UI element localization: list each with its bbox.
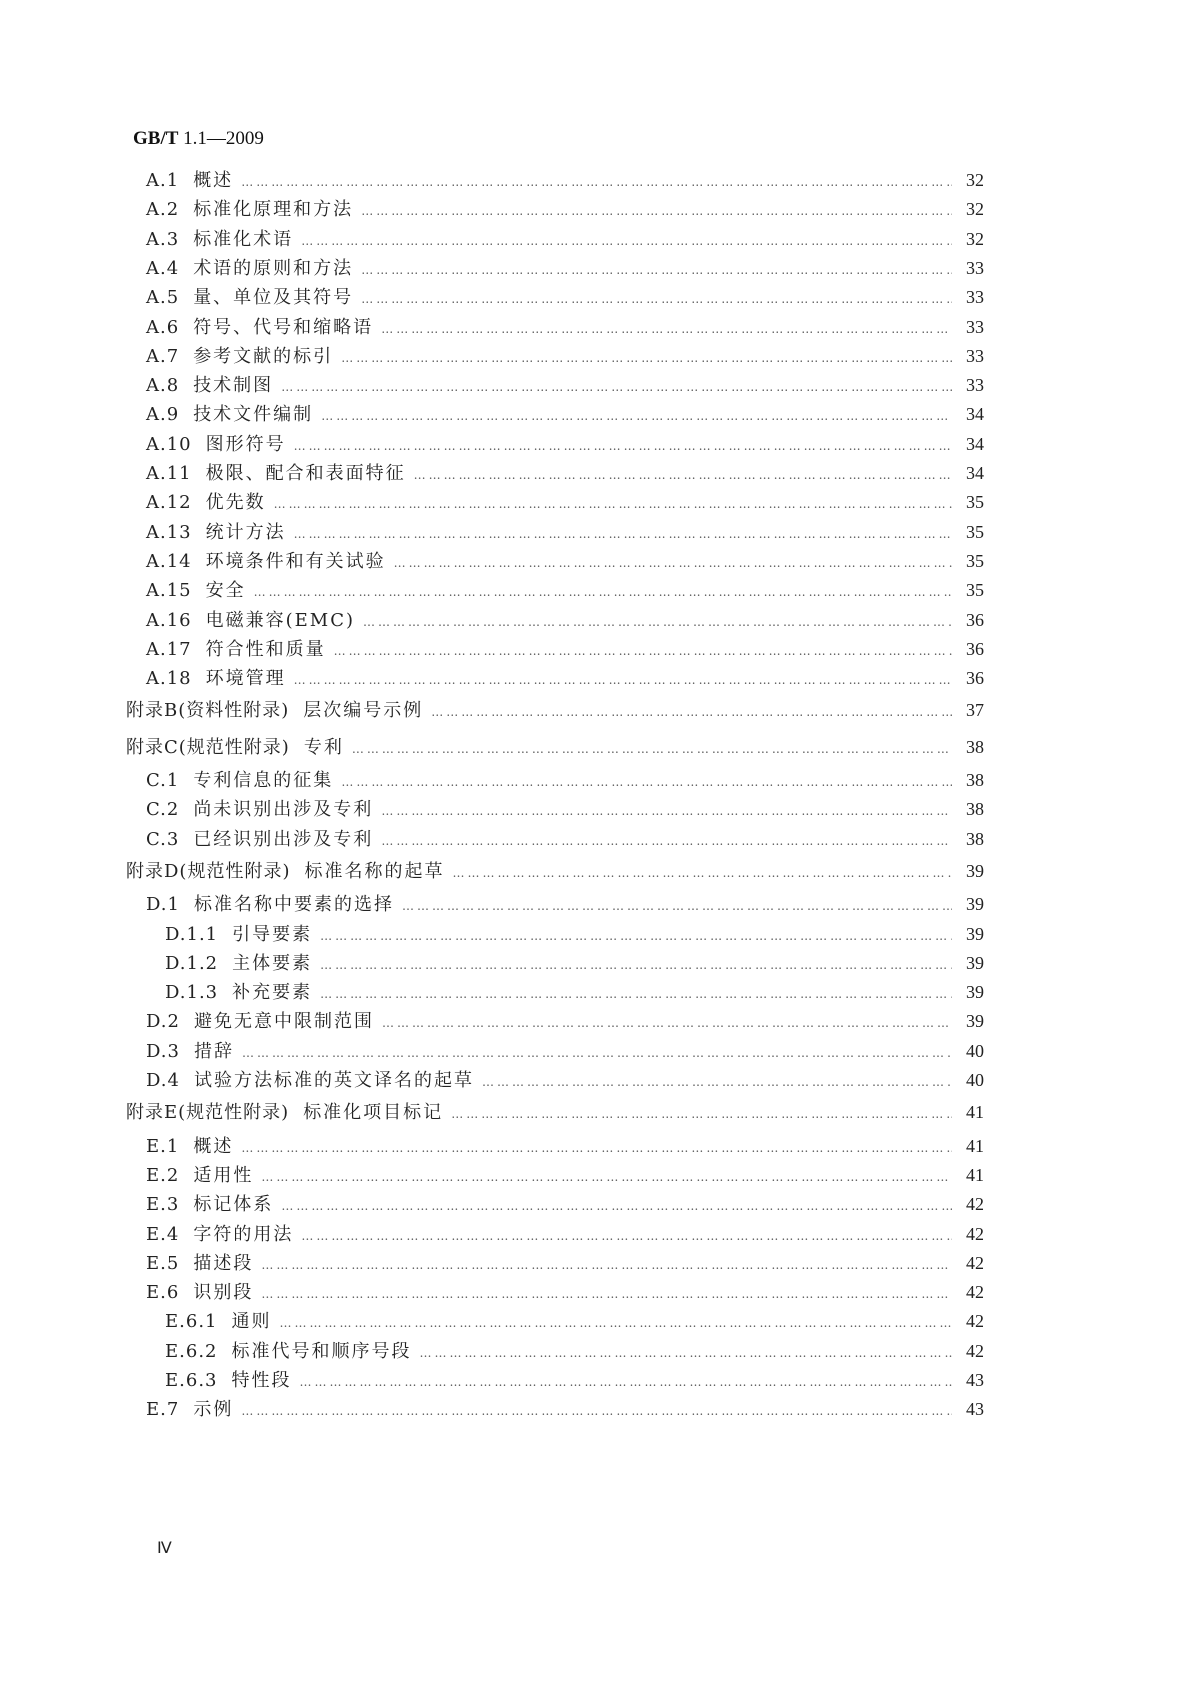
toc-entry-number: D.2 [146,1011,180,1033]
toc-entry-page: 39 [966,1011,984,1032]
toc-entry-page: 32 [966,228,984,249]
toc-entry-page: 33 [966,375,984,396]
toc-entry[interactable] [165,977,984,1007]
toc-entry-page: 37 [966,700,984,721]
toc-entry-page: 41 [966,1164,984,1185]
toc-entry-page: 43 [966,1370,984,1390]
toc-entry[interactable] [146,765,984,795]
toc-entry-number: A.8 [146,375,180,397]
toc-entry-page: 39 [966,952,984,973]
toc-entry-number: D.3 [146,1040,180,1062]
toc-entry-page: 33 [966,345,984,366]
dot-leader [241,1396,952,1426]
toc-entry-page: 41 [966,1102,984,1123]
toc-entry[interactable] [146,605,984,635]
dot-leader [352,734,952,764]
toc-entry-number: A.2 [146,199,180,221]
toc-entry-title: 优先数 [205,492,266,514]
toc-entry-number: 附录C(规范性附录) [126,736,290,758]
toc-entry[interactable] [146,282,984,312]
toc-entry-number: E.6.1 [165,1311,218,1333]
toc-entry-title: 避免无意中限制范围 [193,1011,374,1033]
toc-entry-title: 标记体系 [193,1194,274,1216]
toc-entry-page: 38 [966,828,984,849]
toc-entry-page: 39 [966,923,984,944]
toc-entry-page: 43 [966,1399,984,1420]
toc-entry-number: A.5 [146,287,180,309]
toc-entry[interactable] [146,794,984,824]
toc-entry-number: E.6.2 [165,1340,218,1362]
toc-entry-title: 已经识别出涉及专利 [193,828,374,850]
toc-entry[interactable] [146,487,984,517]
toc-entry-title: 电磁兼容(EMC) [205,609,356,631]
toc-entry[interactable] [146,253,984,283]
toc-entry-number: 附录E(规范性附录) [126,1102,290,1124]
dot-leader [361,196,952,226]
toc-entry-number: D.1.2 [165,952,219,974]
toc-entry-page: 40 [966,1040,984,1061]
toc-entry[interactable] [165,948,984,978]
toc-entry[interactable] [146,663,984,693]
toc-entry[interactable] [146,824,984,854]
toc-entry-page: 36 [966,638,984,659]
toc-entry[interactable] [146,1248,984,1278]
dot-leader [294,431,952,461]
toc-entry-title: 符号、代号和缩略语 [193,316,374,338]
toc-entry-title: 补充要素 [232,982,313,1004]
toc-entry-title: 环境管理 [205,668,286,690]
toc-entry-page: 36 [966,668,984,689]
toc-appendix-entry[interactable] [126,695,984,725]
toc-entry[interactable] [146,1189,984,1219]
dot-leader [482,1067,952,1097]
toc-entry-title: 主体要素 [232,952,313,974]
dot-leader [320,979,952,1009]
toc-entry-page: 40 [966,1070,984,1090]
dot-leader [334,636,952,666]
toc-entry-number: E.6 [146,1282,180,1304]
toc-entry-number: A.10 [146,433,192,455]
dot-leader [241,167,952,197]
toc-entry[interactable] [146,1277,984,1307]
toc-entry-page: 32 [966,170,984,190]
toc-entry-title: 引导要素 [232,923,313,945]
toc-entry-number: D.1.3 [165,982,219,1004]
toc-entry-page: 35 [966,521,984,542]
dot-leader [451,1099,952,1129]
dot-leader [301,1221,952,1251]
toc-entry-title: 技术文件编制 [193,404,314,426]
toc-entry-page: 39 [966,894,984,915]
dot-leader [321,401,952,431]
toc-entry-page: 39 [966,860,984,881]
toc-entry-number: C.3 [146,828,180,850]
standard-code: GB/T [133,128,179,149]
toc-entry-page: 42 [966,1311,984,1332]
toc-entry-number: A.15 [146,580,192,602]
toc-entry-page: 42 [966,1223,984,1244]
dot-leader [294,519,952,549]
toc-entry-page: 42 [966,1282,984,1303]
toc-entry[interactable] [165,919,984,949]
toc-entry-number: A.12 [146,492,192,514]
toc-entry-title: 安全 [205,580,246,602]
dot-leader [241,1133,952,1163]
dot-leader [363,607,952,637]
dot-leader [382,1008,952,1038]
dot-leader [320,950,952,980]
toc-entry-title: 特性段 [231,1370,292,1391]
toc-entry-page: 32 [966,199,984,220]
toc-entry-title: 通则 [231,1311,272,1333]
toc-entry-number: A.4 [146,257,180,279]
toc-entry[interactable] [146,341,984,371]
dot-leader [402,891,952,921]
toc-entry-page: 42 [966,1252,984,1273]
toc-entry[interactable] [146,312,984,342]
toc-entry-page: 34 [966,463,984,483]
toc-entry-number: E.7 [146,1399,180,1421]
toc-entry-page: 39 [966,982,984,1003]
toc-entry-title: 专利 [303,736,344,758]
dot-leader [254,577,952,607]
dot-leader [341,343,952,373]
toc-entry-number: A.9 [146,404,180,426]
toc-entry[interactable] [146,1131,984,1161]
toc-entry-number: A.7 [146,345,180,367]
dot-leader [242,1038,952,1068]
dot-leader [431,697,952,727]
toc-entry[interactable] [146,889,984,919]
toc-entry-number: E.6.3 [165,1370,218,1391]
toc-entry[interactable] [165,1336,984,1366]
toc-entry[interactable] [146,1160,984,1190]
document-header [133,128,264,150]
dot-leader [261,1279,952,1309]
dot-leader [361,284,952,314]
toc-entry-title: 标准化原理和方法 [193,199,354,221]
toc-entry-title: 符合性和质量 [205,638,326,660]
toc-entry[interactable] [146,1036,984,1066]
dot-leader [301,226,952,256]
dot-leader [281,1191,952,1221]
dot-leader [261,1250,952,1280]
toc-entry-title: 环境条件和有关试验 [205,550,386,572]
dot-leader [280,1308,953,1338]
toc-entry-number: E.4 [146,1223,180,1245]
toc-entry-title: 尚未识别出涉及专利 [193,799,374,821]
dot-leader [381,826,952,856]
toc-entry-title: 概述 [193,170,234,191]
toc-entry-number: C.2 [146,799,180,821]
toc-entry-number: E.3 [146,1194,180,1216]
dot-leader [414,460,952,490]
toc-entry[interactable] [146,370,984,400]
toc-entry-title: 标准名称的起草 [304,860,445,882]
toc-entry-title: 示例 [193,1399,234,1421]
toc-entry-number: A.16 [146,609,192,631]
toc-entry[interactable] [146,165,984,195]
toc-entry-page: 41 [966,1135,984,1156]
toc-entry[interactable] [146,224,984,254]
toc-entry-page: 35 [966,550,984,571]
toc-entry-page: 33 [966,257,984,278]
toc-entry-page: 42 [966,1194,984,1215]
dot-leader [300,1367,953,1397]
toc-entry-title: 概述 [193,1135,234,1157]
toc-entry-page: 38 [966,736,984,757]
toc-entry[interactable] [146,194,984,224]
toc-entry[interactable] [146,1065,984,1095]
toc-entry[interactable] [146,517,984,547]
standard-number: 1.1—2009 [183,128,264,149]
toc-entry-page: 36 [966,609,984,630]
toc-entry-title: 图形符号 [205,433,286,455]
toc-entry[interactable] [146,399,984,429]
toc-entry[interactable] [165,1306,984,1336]
toc-entry-title: 量、单位及其符号 [193,287,354,309]
toc-entry-title: 字符的用法 [193,1223,294,1245]
toc-entry-title: 适用性 [193,1164,254,1186]
toc-entry-number: C.1 [146,770,180,791]
toc-entry-number: A.3 [146,228,180,250]
toc-entry-number: D.1.1 [165,923,219,945]
toc-entry-title: 试验方法标准的英文译名的起草 [193,1070,474,1091]
toc-entry[interactable] [146,1394,984,1424]
toc-entry-title: 层次编号示例 [303,700,424,722]
toc-entry-number: A.18 [146,668,192,690]
toc-appendix-entry[interactable] [126,1097,984,1127]
toc-entry-title: 极限、配合和表面特征 [205,463,406,484]
toc-entry-page: 33 [966,287,984,308]
dot-leader [281,372,952,402]
toc-entry[interactable] [165,1365,984,1395]
toc-entry-number: 附录B(资料性附录) [126,700,290,722]
toc-entry-title: 技术制图 [193,375,274,397]
dot-leader [452,858,952,888]
toc-entry-number: D.1 [146,894,180,916]
toc-entry-title: 标准名称中要素的选择 [193,894,394,916]
dot-leader [381,314,952,344]
toc-entry[interactable] [146,1219,984,1249]
dot-leader [361,255,952,285]
toc-entry-page: 42 [966,1340,984,1361]
toc-entry-page: 34 [966,433,984,454]
toc-entry-number: D.4 [146,1070,180,1091]
page-number: Ⅳ [157,1540,172,1557]
dot-leader [420,1338,953,1368]
toc-entry-title: 措辞 [193,1040,234,1062]
dot-leader [261,1162,952,1192]
toc-entry-title: 统计方法 [205,521,286,543]
dot-leader [274,489,952,519]
toc-entry-number: E.1 [146,1135,180,1157]
dot-leader [320,921,952,951]
toc-entry-title: 标准代号和顺序号段 [231,1340,412,1362]
toc-entry[interactable] [146,546,984,576]
toc-entry-number: 附录D(规范性附录) [126,860,291,882]
dot-leader [381,796,952,826]
toc-entry-number: A.1 [146,170,180,191]
toc-entry-number: E.2 [146,1164,180,1186]
toc-entry[interactable] [146,1006,984,1036]
toc-entry[interactable] [146,575,984,605]
toc-entry-number: A.6 [146,316,180,338]
toc-appendix-entry[interactable] [126,732,984,762]
toc-entry[interactable] [146,458,984,488]
toc-entry-page: 38 [966,770,984,790]
toc-entry-number: A.14 [146,550,192,572]
toc-entry-number: A.17 [146,638,192,660]
toc-appendix-entry[interactable] [126,856,984,886]
toc-entry-page: 33 [966,316,984,337]
toc-entry-number: A.11 [146,463,192,484]
toc-entry-title: 标准化术语 [193,228,294,250]
toc-entry-page: 38 [966,799,984,820]
toc-entry-page: 35 [966,580,984,601]
dot-leader [394,548,952,578]
toc-entry-title: 专利信息的征集 [193,770,334,791]
toc-entry-number: E.5 [146,1252,180,1274]
toc-entry-title: 参考文献的标引 [193,345,334,367]
toc-entry-title: 术语的原则和方法 [193,257,354,279]
toc-entry-title: 标准化项目标记 [303,1102,444,1124]
toc-entry[interactable] [146,429,984,459]
toc-entry[interactable] [146,634,984,664]
dot-leader [294,665,952,695]
toc-entry-title: 识别段 [193,1282,254,1304]
dot-leader [341,767,952,797]
toc-entry-page: 35 [966,492,984,513]
toc-entry-title: 描述段 [193,1252,254,1274]
toc-entry-page: 34 [966,404,984,425]
toc-entry-number: A.13 [146,521,192,543]
